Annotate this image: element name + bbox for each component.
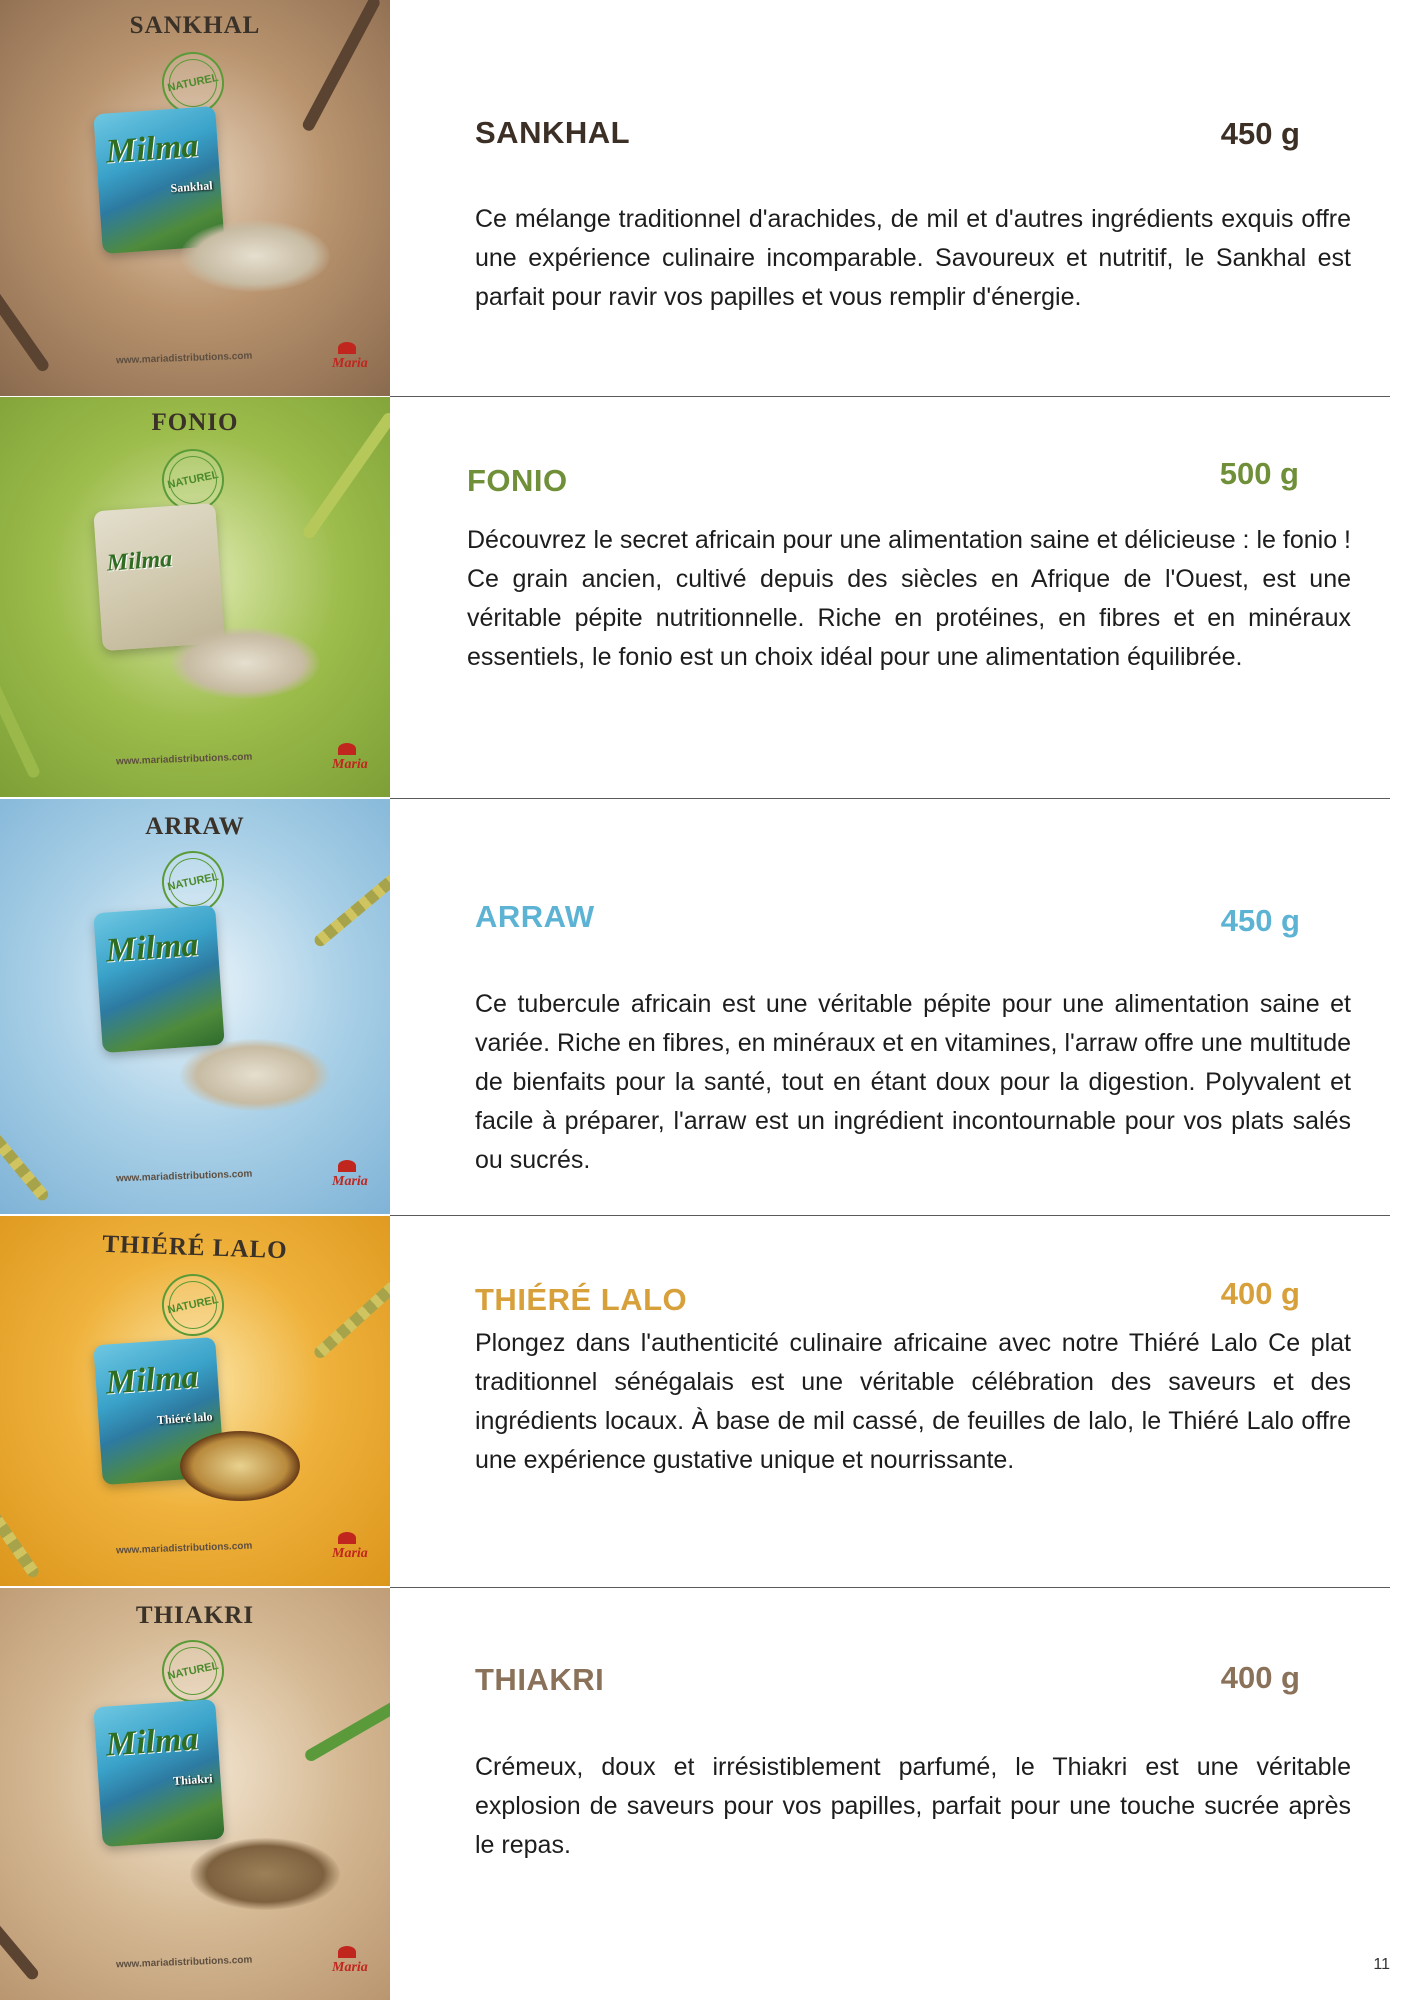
natural-badge-icon: NATUREL xyxy=(156,1268,230,1342)
bag-product-name: Sankhal xyxy=(170,178,213,196)
millet-stalk-decoration xyxy=(0,1450,41,1580)
product-weight: 400 g xyxy=(1220,1276,1300,1311)
product-title: ARRAW xyxy=(475,899,595,934)
website-text: www.mariadistributions.com xyxy=(115,1540,253,1557)
grain-pile-image xyxy=(180,220,330,292)
millet-stalk-decoration xyxy=(0,1080,51,1203)
website-text: www.mariadistributions.com xyxy=(115,1168,253,1185)
millet-stalk-decoration xyxy=(0,1859,41,1982)
product-bag-image xyxy=(93,1699,224,1847)
product-thiere-lalo xyxy=(0,1216,1414,1586)
product-image-panel xyxy=(0,799,390,1214)
panel-label: FONIO xyxy=(151,409,239,436)
natural-badge-icon: NATUREL xyxy=(156,845,230,919)
product-weight: 500 g xyxy=(1219,456,1299,491)
bag-brand: Milma xyxy=(104,926,200,970)
natural-badge-icon: NATUREL xyxy=(156,443,230,517)
natural-badge-icon: NATUREL xyxy=(156,46,230,120)
product-description: Ce tubercule africain est une véritable pépite pour une alimentation saine et variée. Riche en fibres, en minéraux et en vitamines, l'arraw offre une multitude de bienfaits pour la santé, tout en étant doux pour la digestion. Polyvalent et facile à préparer, l'arraw est un ingrédient incontournable pour vos plats salés ou sucrés. xyxy=(475,990,1351,1174)
maria-logo: Maria xyxy=(332,757,368,772)
product-bag-image xyxy=(93,905,224,1053)
website-text: www.mariadistributions.com xyxy=(115,350,253,367)
maria-logo: Maria xyxy=(332,1960,368,1975)
product-description: Crémeux, doux et irrésistiblement parfumé, le Thiakri est une véritable explosion de saveurs pour vos papilles, parfait pour une touche sucrée après le repas. xyxy=(475,1753,1351,1859)
product-weight: 450 g xyxy=(1220,116,1300,151)
maria-logo: Maria xyxy=(332,1546,368,1561)
panel-label: ARRAW xyxy=(145,813,245,840)
natural-badge-icon: NATUREL xyxy=(156,1634,230,1708)
panel-label: THIÉRÉ LALO xyxy=(101,1230,289,1265)
product-title: FONIO xyxy=(467,463,568,498)
maria-logo: Maria xyxy=(332,356,368,371)
product-weight: 450 g xyxy=(1220,903,1300,938)
maria-logo-icon xyxy=(338,1160,356,1172)
product-arraw xyxy=(0,799,1414,1214)
panel-label: THIAKRI xyxy=(135,1602,255,1629)
product-image-panel xyxy=(0,397,390,797)
website-text: www.mariadistributions.com xyxy=(115,1954,253,1971)
product-description: Ce mélange traditionnel d'arachides, de mil et d'autres ingrédients exquis offre une expérience culinaire incomparable. Savoureux et nutritif, le Sankhal est parfait pour ravir vos papilles et vous remplir d'énergie. xyxy=(475,205,1351,311)
product-title: SANKHAL xyxy=(475,115,631,150)
bag-product-name: Thiakri xyxy=(172,1771,213,1789)
maria-logo: Maria xyxy=(332,1174,368,1189)
bag-brand: Milma xyxy=(104,127,200,171)
millet-stalk-decoration xyxy=(0,244,51,374)
product-description: Découvrez le secret africain pour une alimentation saine et délicieuse : le fonio ! Ce grain ancien, cultivé depuis des siècles en Afrique de l'Ouest, est une véritable pépite nutritionnelle. Riche en protéines, en fibres et en minéraux essentiels, le fonio est un choix idéal pour une alimentation équilibrée. xyxy=(467,526,1351,671)
grain-pile-image xyxy=(180,1039,330,1111)
product-sankhal xyxy=(0,0,1414,396)
product-image-panel xyxy=(0,1216,390,1586)
maria-logo-icon xyxy=(338,1946,356,1958)
product-title: THIAKRI xyxy=(475,1662,605,1697)
product-description: Plongez dans l'authenticité culinaire africaine avec notre Thiéré Lalo Ce plat traditionnel sénégalais est une véritable célébration des saveurs et des ingrédients locaux. À base de mil cassé, de feuilles de lalo, le Thiéré Lalo offre une expérience gustative unique et nourrissante. xyxy=(475,1329,1351,1474)
product-bag-image xyxy=(93,503,224,651)
bag-brand: Milma xyxy=(106,546,174,577)
panel-label: SANKHAL xyxy=(129,12,261,39)
website-text: www.mariadistributions.com xyxy=(115,751,253,768)
product-image-panel xyxy=(0,0,390,396)
grain-pile-image xyxy=(190,1838,340,1910)
millet-stalk-decoration xyxy=(0,639,41,780)
product-thiakri xyxy=(0,1588,1414,2000)
bag-brand: Milma xyxy=(104,1720,200,1764)
grain-pile-image xyxy=(170,627,320,699)
product-image-panel xyxy=(0,1588,390,2000)
product-weight: 400 g xyxy=(1220,1660,1300,1695)
maria-logo-icon xyxy=(338,342,356,354)
product-title: THIÉRÉ LALO xyxy=(475,1282,688,1317)
leaf-decoration xyxy=(303,1678,390,1763)
product-fonio xyxy=(0,397,1414,797)
maria-logo-icon xyxy=(338,1532,356,1544)
grain-bowl-image xyxy=(180,1431,300,1501)
millet-stalk-decoration xyxy=(312,843,390,949)
page-number: 11 xyxy=(1373,1956,1390,1973)
bag-brand: Milma xyxy=(104,1358,200,1402)
bag-product-name: Thiéré lalo xyxy=(156,1409,213,1428)
maria-logo-icon xyxy=(338,743,356,755)
